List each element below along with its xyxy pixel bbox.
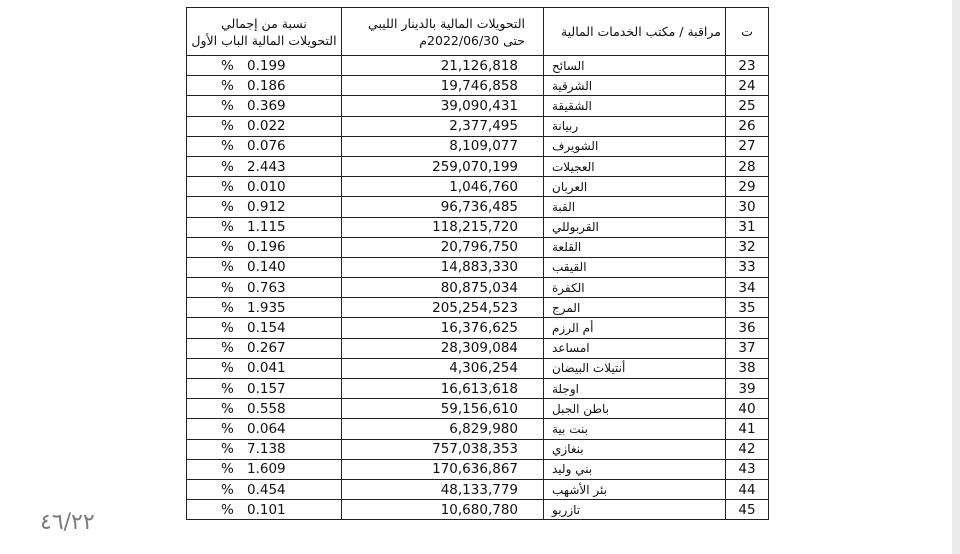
table-row [187,459,769,479]
table-row [187,217,769,237]
amount-cell: 96,736,485 [342,197,544,217]
table-row [187,156,769,176]
amount-cell: 757,038,353 [342,439,544,459]
percent-cell [187,338,342,358]
office-name: المرج [552,300,581,315]
office-name: أنتيلات البيضان [552,361,626,376]
percent-value: 0.140 [247,259,286,276]
amount-cell: 118,215,720 [342,217,544,237]
office-name: الكفرة [552,280,585,295]
percent-cell [187,298,342,318]
office-name: بني وليد [552,462,593,477]
table-row [187,358,769,378]
office-name-cell [544,500,726,520]
percent-symbol: % [221,118,234,135]
amount-cell: 39,090,431 [342,96,544,116]
office-name-cell [544,156,726,176]
row-number-cell: 34 [726,278,769,298]
row-number-cell: 31 [726,217,769,237]
table-row [187,116,769,136]
row-number-cell: 42 [726,439,769,459]
header-number: ت [726,8,769,56]
office-name-cell [544,479,726,499]
office-name-cell [544,116,726,136]
percent-cell [187,358,342,378]
percent-cell [187,136,342,156]
header-amount-line2: حتى 2022/06/30م [419,32,525,48]
percent-symbol: % [221,138,234,155]
office-name: الشويرف [552,139,599,154]
row-number-cell: 28 [726,156,769,176]
office-name: القيقب [552,260,587,275]
table-row [187,257,769,277]
percent-value: 0.064 [247,420,286,437]
table-row [187,96,769,116]
percent-value: 0.199 [247,57,286,74]
percent-symbol: % [221,481,234,498]
office-name-cell [544,237,726,257]
percent-value: 0.558 [247,400,286,417]
office-name-cell [544,278,726,298]
percent-symbol: % [221,501,234,518]
table-row [187,76,769,96]
amount-cell: 16,613,618 [342,379,544,399]
office-name-cell [544,338,726,358]
table-row [187,56,769,76]
table-row [187,278,769,298]
amount-cell: 20,796,750 [342,237,544,257]
header-percent-line2: التحويلات المالية الباب الأول [191,32,337,48]
percent-value: 0.454 [247,481,286,498]
percent-value: 0.076 [247,138,286,155]
office-name: الشقيقة [552,98,592,113]
financial-transfers-table [186,7,769,520]
percent-cell [187,439,342,459]
office-name-cell [544,399,726,419]
header-office: مراقبة / مكتب الخدمات المالية [544,8,726,56]
table-row [187,136,769,156]
percent-cell [187,76,342,96]
table-row [187,197,769,217]
percent-symbol: % [221,178,234,195]
office-name: السائح [552,58,585,73]
percent-symbol: % [221,420,234,437]
percent-value: 1.115 [247,219,286,236]
row-number-cell: 33 [726,257,769,277]
percent-value: 0.101 [247,501,286,518]
amount-cell: 16,376,625 [342,318,544,338]
office-name: اوجلة [552,381,579,396]
percent-cell [187,379,342,399]
percent-value: 0.010 [247,178,286,195]
percent-symbol: % [221,340,234,357]
table-row [187,419,769,439]
percent-symbol: % [221,259,234,276]
row-number-cell: 25 [726,96,769,116]
percent-cell [187,237,342,257]
row-number-cell: 24 [726,76,769,96]
office-name: باطن الجبل [552,401,609,416]
row-number-cell: 40 [726,399,769,419]
amount-cell: 205,254,523 [342,298,544,318]
amount-cell: 48,133,779 [342,479,544,499]
percent-cell [187,500,342,520]
amount-cell: 14,883,330 [342,257,544,277]
percent-symbol: % [221,461,234,478]
header-amount [342,8,544,56]
row-number-cell: 36 [726,318,769,338]
header-amount-line1: التحويلات المالية بالدينار الليبي [368,15,525,31]
percent-cell [187,318,342,338]
row-number-cell: 27 [726,136,769,156]
office-name-cell [544,96,726,116]
percent-value: 0.369 [247,97,286,114]
percent-symbol: % [221,77,234,94]
percent-cell [187,278,342,298]
office-name-cell [544,56,726,76]
table-row [187,177,769,197]
amount-cell: 2,377,495 [342,116,544,136]
row-number-cell: 29 [726,177,769,197]
office-name: ربيانة [552,119,579,134]
percent-value: 0.763 [247,279,286,296]
amount-cell: 1,046,760 [342,177,544,197]
table-header-row [187,8,769,56]
percent-symbol: % [221,198,234,215]
header-percent [187,8,342,56]
amount-cell: 28,309,084 [342,338,544,358]
office-name: العربان [552,179,588,194]
percent-cell [187,399,342,419]
percent-cell [187,419,342,439]
page-edge [952,0,960,554]
office-name: أم الرزم [552,321,594,336]
office-name-cell [544,136,726,156]
percent-cell [187,479,342,499]
amount-cell: 10,680,780 [342,500,544,520]
percent-value: 0.196 [247,239,286,256]
percent-value: 0.157 [247,380,286,397]
amount-cell: 259,070,199 [342,156,544,176]
office-name: القبة [552,199,576,214]
percent-value: 7.138 [247,441,286,458]
percent-cell [187,217,342,237]
row-number-cell: 39 [726,379,769,399]
percent-symbol: % [221,279,234,296]
percent-value: 0.912 [247,198,286,215]
table-row [187,318,769,338]
office-name: تازربو [552,502,581,517]
office-name: بئر الأشهب [552,482,607,497]
percent-cell [187,177,342,197]
row-number-cell: 43 [726,459,769,479]
amount-cell: 8,109,077 [342,136,544,156]
row-number-cell: 45 [726,500,769,520]
percent-value: 0.022 [247,118,286,135]
percent-value: 0.041 [247,360,286,377]
percent-cell [187,197,342,217]
amount-cell: 21,126,818 [342,56,544,76]
percent-symbol: % [221,219,234,236]
office-name: القلعة [552,240,582,255]
percent-value: 0.186 [247,77,286,94]
percent-symbol: % [221,380,234,397]
office-name-cell [544,379,726,399]
office-name-cell [544,419,726,439]
row-number-cell: 23 [726,56,769,76]
row-number-cell: 35 [726,298,769,318]
percent-symbol: % [221,57,234,74]
office-name: العجيلات [552,159,595,174]
office-name: بنغازي [552,442,584,457]
office-name-cell [544,318,726,338]
percent-symbol: % [221,360,234,377]
percent-cell [187,156,342,176]
amount-cell: 59,156,610 [342,399,544,419]
row-number-cell: 38 [726,358,769,378]
office-name-cell [544,257,726,277]
percent-symbol: % [221,97,234,114]
table-row [187,338,769,358]
row-number-cell: 41 [726,419,769,439]
office-name-cell [544,358,726,378]
percent-cell [187,257,342,277]
office-name-cell [544,76,726,96]
office-name-cell [544,197,726,217]
table-row [187,379,769,399]
percent-symbol: % [221,158,234,175]
office-name-cell [544,459,726,479]
row-number-cell: 32 [726,237,769,257]
percent-cell [187,116,342,136]
table-row [187,439,769,459]
office-name-cell [544,217,726,237]
page-number: ٤٦/٢٢ [40,510,95,535]
percent-symbol: % [221,299,234,316]
percent-symbol: % [221,400,234,417]
amount-cell: 19,746,858 [342,76,544,96]
table-row [187,479,769,499]
amount-cell: 170,636,867 [342,459,544,479]
percent-cell [187,56,342,76]
office-name: الشرقية [552,78,593,93]
amount-cell: 4,306,254 [342,358,544,378]
percent-value: 2.443 [247,158,286,175]
office-name-cell [544,298,726,318]
table-row [187,237,769,257]
row-number-cell: 44 [726,479,769,499]
office-name-cell [544,177,726,197]
table-row [187,500,769,520]
percent-cell [187,459,342,479]
percent-value: 0.267 [247,340,286,357]
percent-value: 1.935 [247,299,286,316]
amount-cell: 80,875,034 [342,278,544,298]
row-number-cell: 30 [726,197,769,217]
percent-symbol: % [221,320,234,337]
percent-value: 0.154 [247,320,286,337]
percent-symbol: % [221,441,234,458]
header-percent-line1: نسبة من إجمالي [221,15,307,31]
table-row [187,298,769,318]
office-name: بنت بية [552,421,588,436]
percent-symbol: % [221,239,234,256]
amount-cell: 6,829,980 [342,419,544,439]
row-number-cell: 37 [726,338,769,358]
row-number-cell: 26 [726,116,769,136]
percent-cell [187,96,342,116]
table-row [187,399,769,419]
office-name: امساعد [552,341,590,356]
percent-value: 1.609 [247,461,286,478]
office-name-cell [544,439,726,459]
office-name: القربوللي [552,220,599,235]
